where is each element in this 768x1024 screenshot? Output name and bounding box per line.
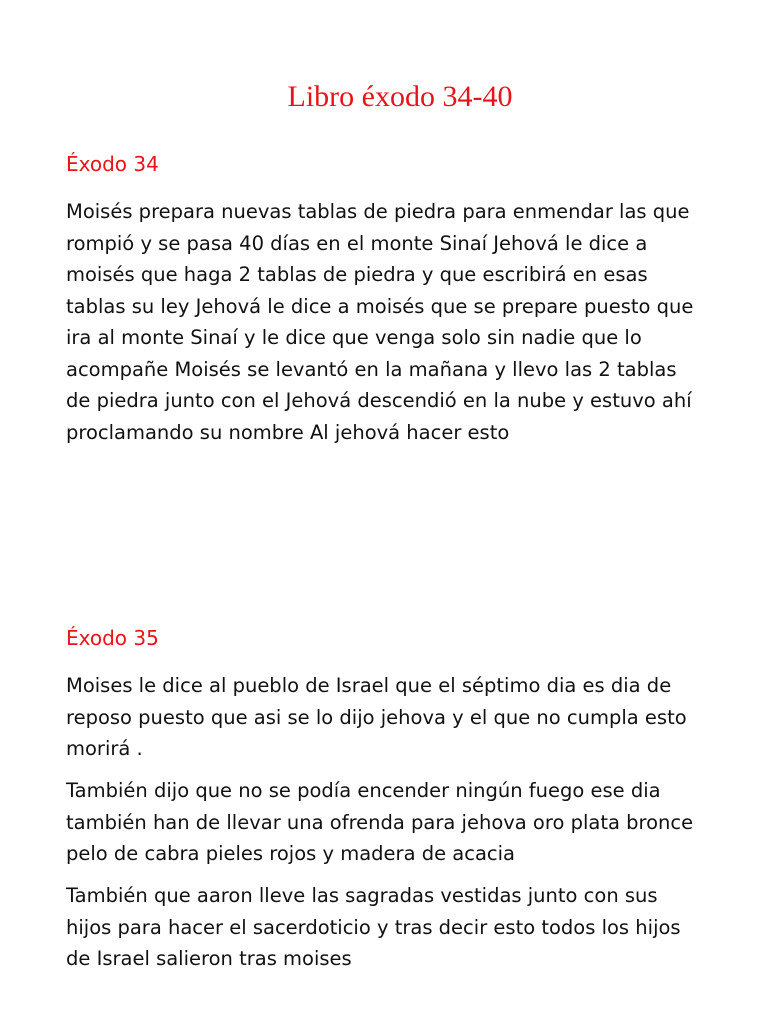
section-paragraph: También dijo que no se podía encender ningún fuego ese dia también han de llevar una ofrenda para jehova oro plata bronce pelo de cabra pieles rojos y madera de acacia bbox=[66, 779, 694, 865]
section-paragraph: Moises le dice al pueblo de Israel que el séptimo dia es dia de reposo puesto que asi se lo dijo jehova y el que no cumpla esto morirá . bbox=[66, 674, 687, 760]
document-title: Libro éxodo 34-40 bbox=[287, 80, 513, 113]
section-paragraph: Moisés prepara nuevas tablas de piedra para enmendar las que rompió y se pasa 40 días en el monte Sinaí Jehová le dice a moisés que haga 2 tablas de piedra y que escribirá en esas tablas su ley Jehová le dice a moisés que se prepare puesto que ira al monte Sinaí y le dice que venga solo sin nadie que lo acompañe Moisés se levantó en la mañana y llevo las 2 tablas de piedra junto con el Jehová descendió en la nube y estuvo ahí proclamando su nombre Al jehová hacer esto bbox=[66, 200, 694, 444]
section-heading-exodo-34: Éxodo 34 bbox=[66, 152, 159, 176]
section-paragraph: También que aaron lleve las sagradas vestidas junto con sus hijos para hacer el sacerdoticio y tras decir esto todos los hijos de Israel salieron tras moises bbox=[66, 884, 681, 970]
section-heading-exodo-35: Éxodo 35 bbox=[66, 626, 159, 650]
